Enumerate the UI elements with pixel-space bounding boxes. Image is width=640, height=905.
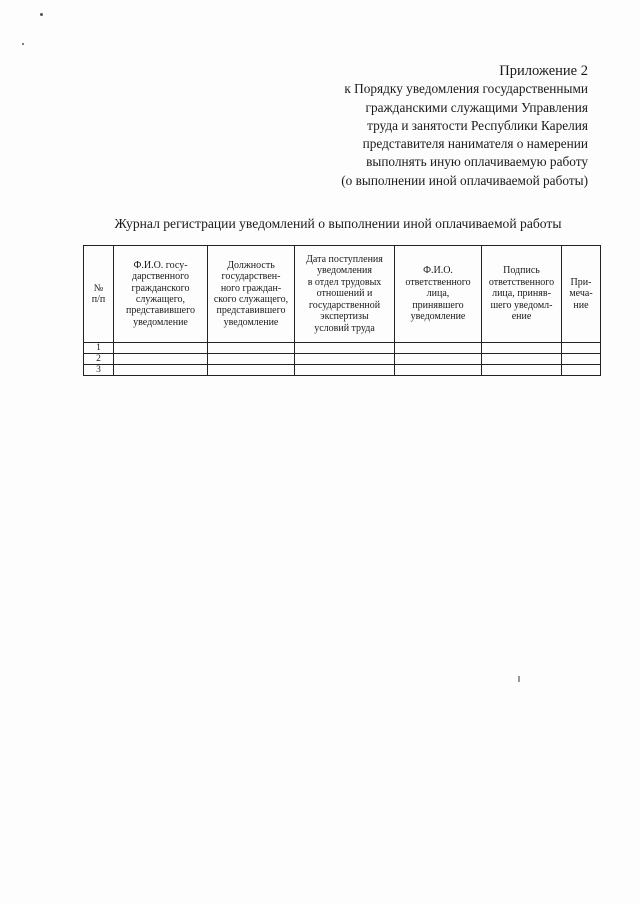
appendix-line: труда и занятости Республики Карелия [367,117,588,133]
journal-table [83,245,601,376]
table-cell: 1 [84,343,114,354]
table-cell [482,354,562,365]
appendix-line: (о выполнении иной оплачиваемой работы) [341,172,588,188]
journal-title: Журнал регистрации уведомлений о выполнении иной оплачиваемой работы [114,216,562,231]
table-cell [208,343,295,354]
table-cell [114,354,208,365]
table-cell: 2 [84,354,114,365]
table-cell [562,365,601,376]
column-header-position: Должность государствен- ного граждан- ского служащего, представившего уведомление [208,246,295,343]
column-header-responsible-name: Ф.И.О. ответственного лица, принявшего уведомление [395,246,482,343]
appendix-line: гражданскими служащими Управления [365,99,588,115]
table-cell [295,354,395,365]
table-cell [395,365,482,376]
column-header-date-received: Дата поступления уведомления в отдел трудовых отношений и государственной экспертизы условий труда [295,246,395,343]
table-cell [562,354,601,365]
scan-speck [22,43,24,45]
column-header-note: При- меча- ние [562,246,601,343]
column-header-employee-name: Ф.И.О. госу- дарственного гражданского служащего, представившего уведомление [114,246,208,343]
scan-speck [40,13,43,16]
appendix-header [258,62,588,190]
appendix-line: к Порядку уведомления государственными [344,81,588,97]
table-row [84,343,601,354]
table-row [84,354,601,365]
table-header-row [84,246,601,343]
table-cell [482,365,562,376]
table-cell [208,365,295,376]
table-cell [114,343,208,354]
table-cell [395,354,482,365]
appendix-line: представителя нанимателя о намерении [362,136,588,152]
table-cell [114,365,208,376]
appendix-title: Приложение 2 [499,63,588,79]
table-cell [395,343,482,354]
appendix-line: выполнять иную оплачиваемую работу [366,154,588,170]
scan-mark [518,676,520,682]
column-header-signature: Подпись ответственного лица, приняв- шего уведомл- ение [482,246,562,343]
table-cell [208,354,295,365]
column-header-number: № п/п [84,246,114,343]
table-cell [482,343,562,354]
table-cell [562,343,601,354]
table-cell [295,365,395,376]
table-cell: 3 [84,365,114,376]
table-cell [295,343,395,354]
table-row [84,365,601,376]
